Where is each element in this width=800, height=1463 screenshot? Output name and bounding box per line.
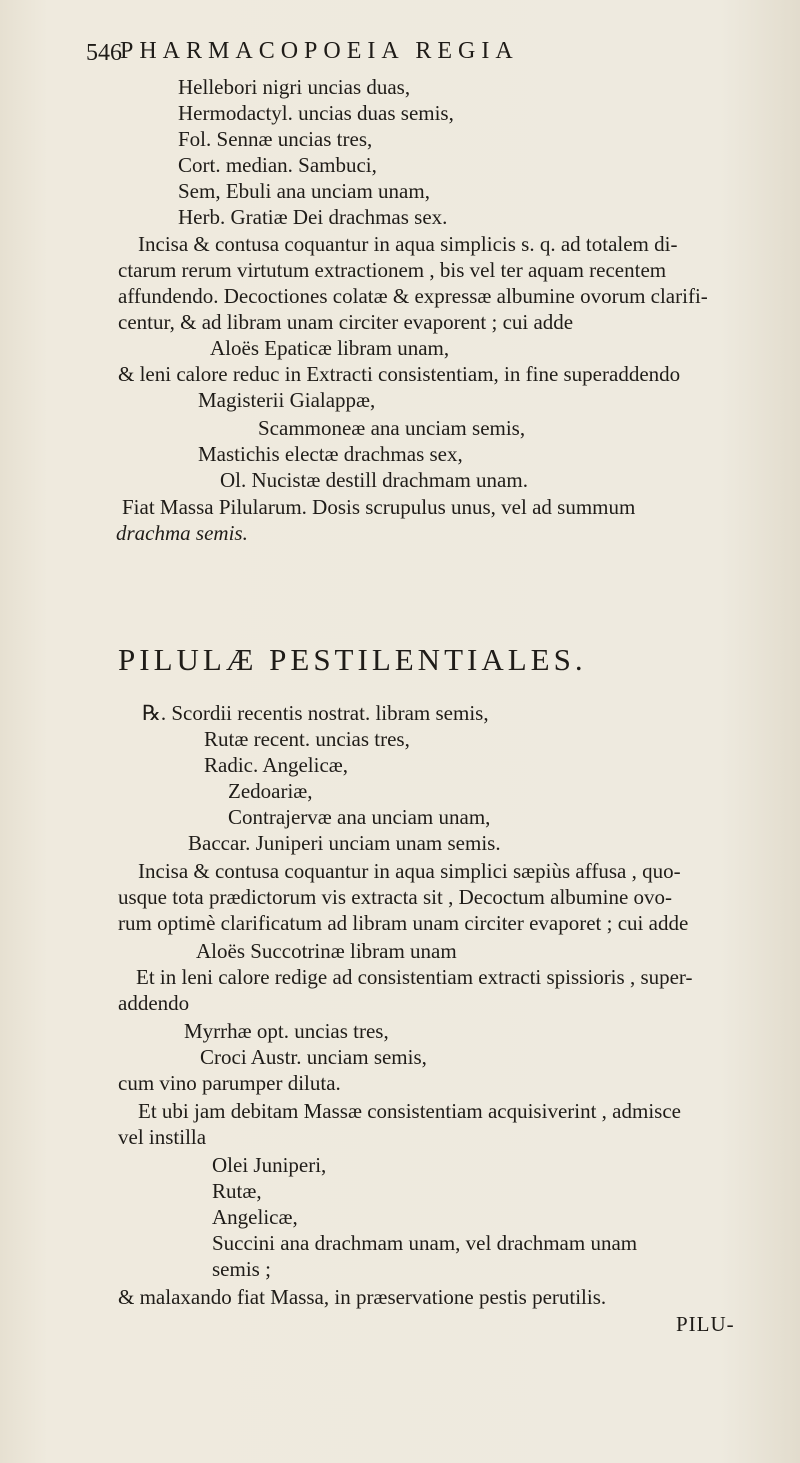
recipe-line: Radic. Angelicæ, [204, 753, 349, 777]
catchword: PILU- [676, 1312, 735, 1336]
text-line: Succini ana drachmam unam, vel drachmam unam [212, 1231, 638, 1255]
paragraph-line: Incisa & contusa coquantur in aqua simplici sæpiùs affusa , quo- [138, 859, 681, 883]
text-line: & leni calore reduc in Extracti consistentiam, in fine superaddendo [118, 362, 681, 386]
text-line: Scammoneæ ana unciam semis, [258, 416, 526, 440]
recipe-line: ℞. Scordii recentis nostrat. libram semis, [142, 701, 489, 725]
paragraph-line: usque tota prædictorum vis extracta sit , Decoctum albumine ovo- [118, 885, 673, 909]
fiat-line: Fiat Massa Pilularum. Dosis scrupulus unus, vel ad summum [122, 495, 636, 519]
text-line: Olei Juniperi, [212, 1153, 327, 1177]
paragraph-line: Incisa & contusa coquantur in aqua simplicis s. q. ad totalem di- [138, 232, 678, 256]
text-line: Croci Austr. unciam semis, [200, 1045, 427, 1069]
recipe-line: Rutæ recent. uncias tres, [204, 727, 410, 751]
paragraph-line: centur, & ad libram unam circiter evaporent ; cui adde [118, 310, 574, 334]
paragraph-line: Aloës Succotrinæ libram unam [196, 939, 457, 963]
paragraph-line: affundendo. Decoctiones colatæ & expressæ albumine ovorum clarifi- [118, 284, 708, 308]
text-line: Angelicæ, [212, 1205, 298, 1229]
text-line: Ol. Nucistæ destill drachmam unam. [220, 468, 528, 492]
paragraph-line: ctarum rerum virtutum extractionem , bis vel ter aquam recentem [118, 258, 667, 282]
text-line: Myrrhæ opt. uncias tres, [184, 1019, 389, 1043]
paragraph-line: Et in leni calore redige ad consistentiam extracti spissioris , super- [136, 965, 693, 989]
recipe-line: Baccar. Juniperi unciam unam semis. [188, 831, 501, 855]
text-line: Fol. Sennæ uncias tres, [178, 127, 373, 151]
paragraph-line: addendo [118, 991, 190, 1015]
text-line: cum vino parumper diluta. [118, 1071, 341, 1095]
text-line: Rutæ, [212, 1179, 262, 1203]
paragraph-line: Et ubi jam debitam Massæ consistentiam acquisiverint , admisce [138, 1099, 681, 1123]
running-title: PHARMACOPOEIA REGIA [120, 38, 519, 64]
text-line: Aloës Epaticæ libram unam, [210, 336, 450, 360]
paragraph-line: vel instilla [118, 1125, 207, 1149]
recipe-line: Contrajervæ ana unciam unam, [228, 805, 491, 829]
fiat-line-2: drachma semis. [116, 521, 248, 545]
section-title: PILULÆ PESTILENTIALES. [118, 642, 587, 677]
closing-line: & malaxando fiat Massa, in præservatione pestis perutilis. [118, 1285, 607, 1309]
text-line: Sem, Ebuli ana unciam unam, [178, 179, 430, 203]
text-line: Mastichis electæ drachmas sex, [198, 442, 463, 466]
paragraph-line: rum optimè clarificatum ad libram unam circiter evaporet ; cui adde [118, 911, 689, 935]
text-line: Cort. median. Sambuci, [178, 153, 377, 177]
page-number: 546 [86, 40, 122, 66]
text-line: semis ; [212, 1257, 271, 1281]
text-line: Hellebori nigri uncias duas, [178, 75, 411, 99]
text-line: Herb. Gratiæ Dei drachmas sex. [178, 205, 448, 229]
text-line: Hermodactyl. uncias duas semis, [178, 101, 454, 125]
recipe-line: Zedoariæ, [228, 779, 313, 803]
text-line: Magisterii Gialappæ, [198, 388, 376, 412]
